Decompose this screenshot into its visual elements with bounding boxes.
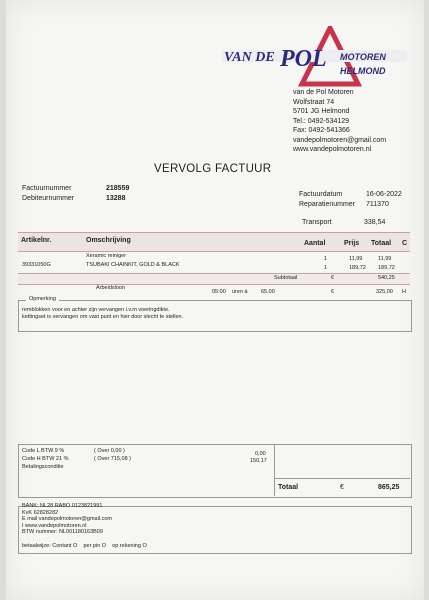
opmerking-line2: kettingset is vervangen om vast punt en hier door slecht te stellen.: [22, 314, 184, 320]
transport-label: Transport: [302, 219, 332, 226]
subtotaal-currency: €: [331, 275, 335, 281]
company-web: www.vandepolmotoren.nl: [293, 146, 372, 153]
company-tel: Tel.: 0492-534129: [293, 117, 350, 125]
document-title: VERVOLG FACTUUR: [154, 163, 272, 175]
col-omschrijving: Omschrijving: [86, 237, 131, 244]
totaal-label: Totaal: [278, 484, 299, 491]
totaal-divider: [274, 478, 410, 479]
arbeid-label: Arbeidsloon: [96, 285, 126, 291]
svg-text:HELMOND: HELMOND: [340, 66, 386, 76]
totaal-value: 865,25: [378, 484, 400, 491]
arbeid-total: 325,00: [376, 289, 393, 295]
svg-text:MOTOREN: MOTOREN: [340, 52, 386, 62]
factuurnummer-label: Factuurnummer: [22, 185, 72, 192]
btw-code-h-over: ( Over 715,08 ): [94, 456, 131, 462]
btw-code-h: Code H BTW 21 %: [22, 456, 69, 462]
company-address: [293, 88, 386, 155]
arbeid-rate: 65,00: [261, 289, 275, 295]
row1-aantal: 1: [324, 256, 328, 262]
footer-info: [22, 503, 112, 536]
footer-bank: BANK: NL28 RABO 0123821991: [22, 503, 103, 509]
footer-email: E mail vandepolmotoren@gmail.com: [22, 516, 112, 523]
factuurnummer-value: 218559: [106, 185, 130, 192]
reparatienummer-label: Reparatienummer: [299, 201, 356, 208]
btw-code-l-over: ( Over 0,00 ): [94, 448, 125, 454]
row1-omschrijving: Xeramic reiniger: [86, 253, 127, 259]
transport-value: 338,54: [364, 219, 386, 226]
svg-text:VAN DE: VAN DE: [224, 50, 275, 65]
col-c: C: [402, 240, 408, 247]
col-artikelnr: Artikelnr.: [21, 237, 52, 244]
arbeid-hours: 05:00: [212, 289, 226, 295]
row1-prijs: 11,99: [349, 256, 363, 262]
company-street: Wolfstraat 74: [293, 98, 335, 106]
arbeid-unit: uren à: [232, 289, 248, 295]
col-totaal: Totaal: [371, 240, 392, 247]
subtotaal-label: Subtotaal: [274, 275, 298, 281]
row2-prijs: 189,72: [349, 265, 366, 271]
footer-btw: BTW nummer: NL001180163B09: [22, 529, 103, 536]
company-name: van de Pol Motoren: [293, 89, 354, 96]
factuurdatum-label: Factuurdatum: [299, 191, 343, 198]
footer-kvk: KvK 62828282: [22, 509, 59, 516]
opmerking-label: Opmerking: [26, 296, 59, 302]
row2-aantal: 1: [324, 265, 328, 271]
factuurdatum-value: 16-06-2022: [366, 191, 402, 198]
btw-code-l: Code L BTW 9 %: [22, 448, 65, 454]
company-email: vandepolmotoren@gmail.com: [293, 136, 387, 144]
row2-totaal: 189,72: [378, 265, 395, 271]
btw-code-l-value: 0,00: [255, 451, 266, 457]
row2-omschrijving: TSUBAKI CHAINKIT, GOLD & BLACK: [86, 262, 180, 268]
btw-divider: [274, 444, 275, 496]
betalingsconditie: Betalingsconditie: [22, 464, 64, 470]
reparatienummer-value: 711370: [366, 201, 389, 208]
arbeid-code: H: [402, 289, 406, 295]
svg-text:POL: POL: [280, 46, 327, 72]
footer-betaalwijze: betaalwijze: Contant O per pin O op rekening O: [22, 543, 147, 549]
debiteurnummer-label: Debiteurnummer: [22, 195, 75, 202]
company-fax: Fax: 0492-541366: [293, 127, 350, 134]
opmerking-line1: remblokken voor en achter zijn vervangen i.v.m voeringdikte.: [22, 307, 170, 313]
btw-box: [18, 444, 412, 498]
company-city: 5701 JG Helmond: [293, 108, 350, 115]
debiteurnummer-value: 13288: [106, 195, 126, 202]
footer-web: I www.vandepolmotoren.nl: [22, 522, 87, 529]
arbeid-currency: €: [331, 289, 335, 295]
col-aantal: Aantal: [304, 240, 326, 247]
row2-artikelnr: 39331050G: [22, 262, 51, 268]
company-logo: [222, 26, 407, 88]
btw-code-h-value: 150,17: [250, 458, 267, 464]
subtotaal-value: 540,25: [378, 275, 395, 281]
subtotaal-row: [18, 273, 410, 285]
totaal-currency: €: [340, 484, 344, 491]
invoice-page: [6, 0, 424, 600]
row1-totaal: 11,99: [378, 256, 392, 262]
col-prijs: Prijs: [344, 240, 360, 247]
